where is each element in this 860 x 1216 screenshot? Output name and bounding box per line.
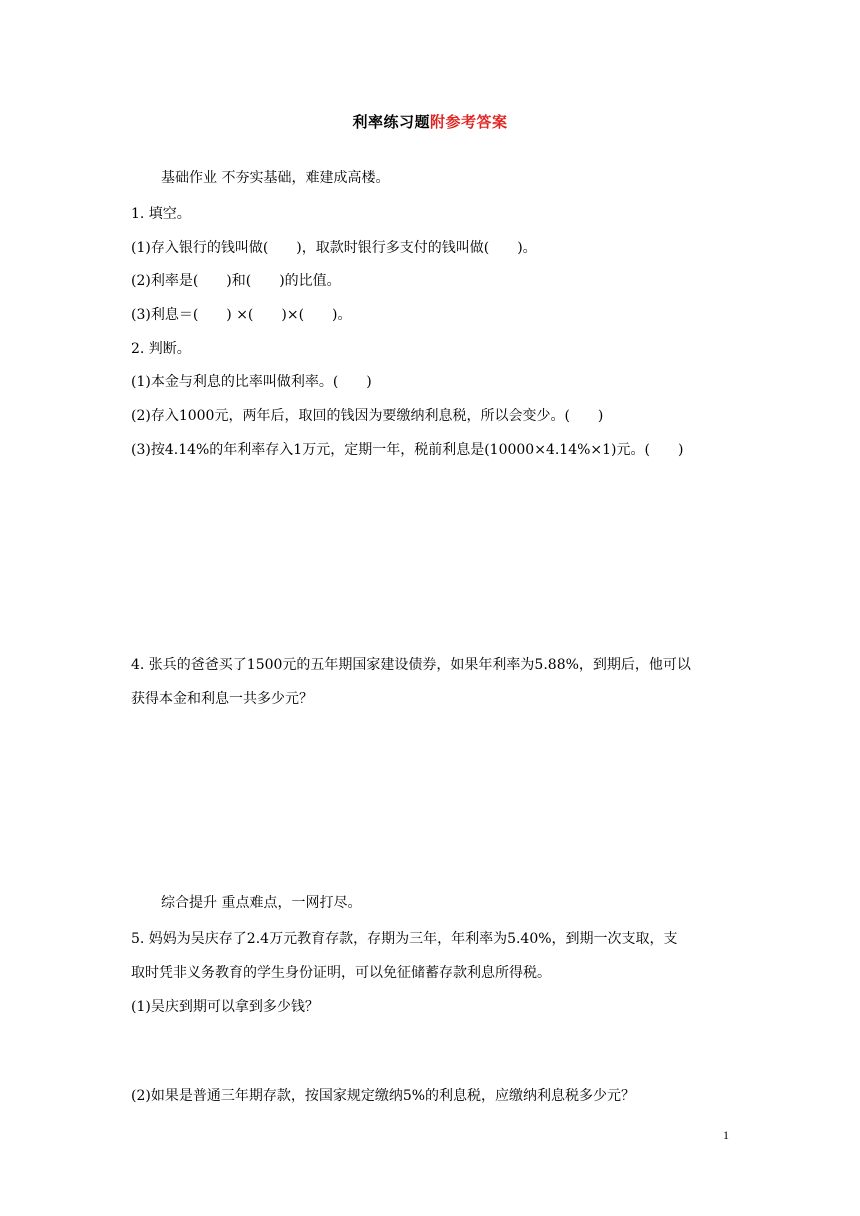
question-1-item-3: (3)利息＝( ) ×( )×( )。: [131, 307, 352, 323]
question-2-item-1: (1)本金与利息的比率叫做利率。( ): [131, 374, 372, 390]
section-basic-heading: 基础作业 不夯实基础，难建成高楼。: [161, 170, 390, 186]
question-2-item-3: (3)按4.14%的年利率存入1万元，定期一年，税前利息是(10000×4.14%×1)元。( ): [131, 442, 684, 458]
question-5-sub-1: (1)吴庆到期可以拿到多少钱？: [131, 999, 319, 1015]
question-4-line-2: 获得本金和利息一共多少元？: [131, 691, 313, 707]
document-title: [0, 111, 860, 132]
question-5-sub-2: (2)如果是普通三年期存款，按国家规定缴纳5%的利息税，应缴纳利息税多少元？: [131, 1088, 636, 1104]
question-1-item-2: (2)利率是( )和( )的比值。: [131, 273, 341, 289]
question-1-heading: 1. 填空。: [131, 206, 191, 222]
title-main: 利率练习题: [352, 113, 430, 131]
question-4-line-1: 4. 张兵的爸爸买了1500元的五年期国家建设债券，如果年利率为5.88%，到期后，他可以: [131, 657, 691, 673]
title-answer-note: 附参考答案: [430, 113, 508, 131]
question-2-heading: 2. 判断。: [131, 341, 191, 357]
question-1-item-1: (1)存入银行的钱叫做( )，取款时银行多支付的钱叫做( )。: [131, 240, 537, 256]
question-2-item-2: (2)存入1000元，两年后，取回的钱因为要缴纳利息税，所以会变少。( ): [131, 408, 604, 424]
question-5-line-2: 取时凭非义务教育的学生身份证明，可以免征储蓄存款利息所得税。: [131, 965, 551, 981]
section-advanced-heading: 综合提升 重点难点，一网打尽。: [161, 895, 362, 911]
question-5-line-1: 5. 妈妈为吴庆存了2.4万元教育存款，存期为三年，年利率为5.40%，到期一次支取，支: [131, 931, 678, 947]
page-number: 1: [723, 1128, 729, 1142]
